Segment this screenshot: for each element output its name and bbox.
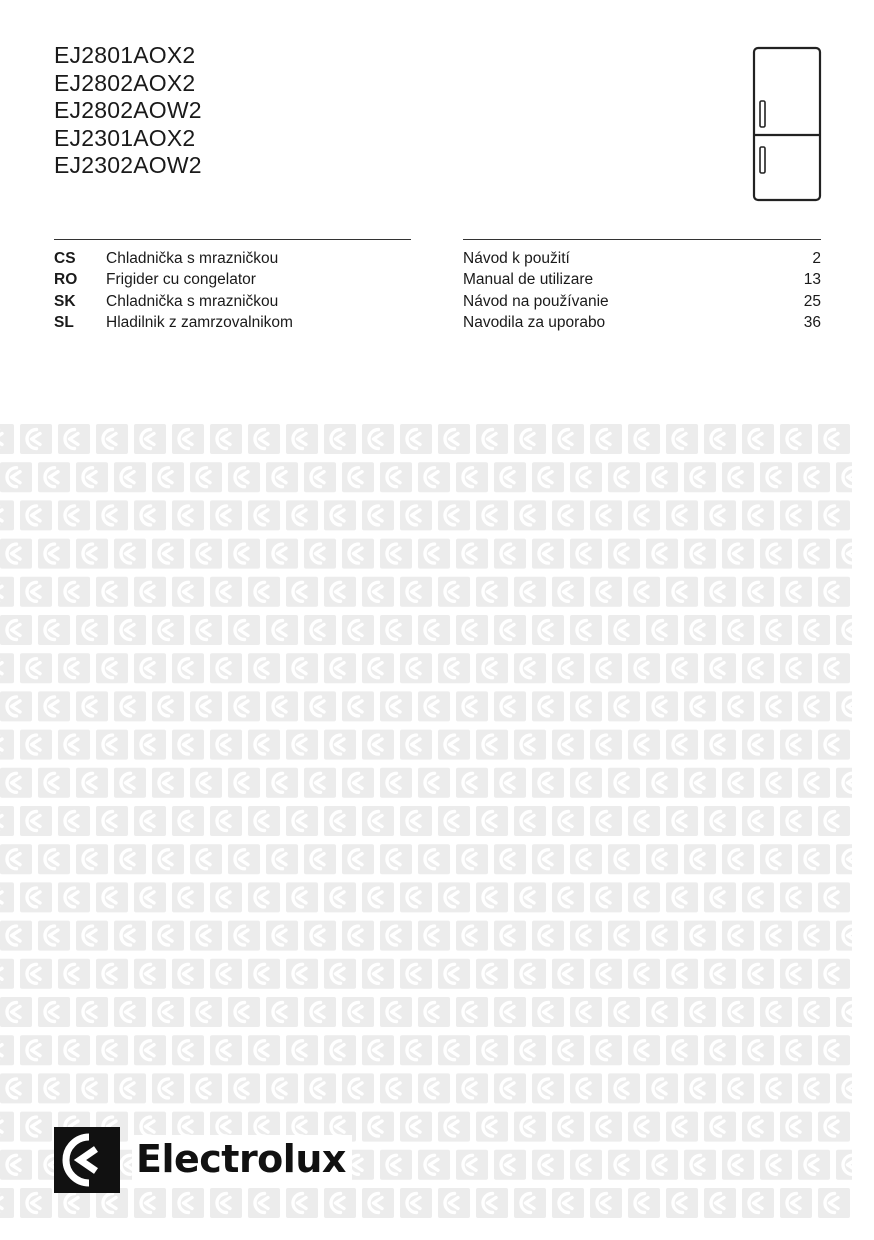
- manual-title: Manual de utilizare: [463, 271, 594, 289]
- product-name: Frigider cu congelator: [106, 271, 256, 289]
- manual-title: Navodila za uporabo: [463, 313, 606, 331]
- divider-right: [463, 239, 821, 240]
- model-number: EJ2801AOX2: [54, 42, 196, 68]
- manual-title: Návod k použití: [463, 250, 570, 267]
- product-name: Chladnička s mrazničkou: [106, 250, 279, 267]
- language-code: CS: [54, 250, 76, 267]
- model-number: EJ2301AOX2: [54, 124, 196, 151]
- product-name: Chladnička s mrazničkou: [106, 292, 279, 310]
- page-number: 36: [803, 313, 821, 331]
- electrolux-logo-pattern: [0, 418, 874, 1228]
- model-number: EJ2302AOW2: [54, 152, 202, 178]
- language-code: SL: [54, 313, 74, 331]
- language-row: [54, 248, 821, 269]
- page-number: 2: [812, 250, 821, 267]
- language-index: [54, 248, 821, 333]
- divider-left: [54, 239, 411, 240]
- manual-title: Návod na používanie: [463, 292, 609, 310]
- language-row: [54, 312, 821, 333]
- language-code: RO: [54, 271, 78, 289]
- brand-name: Electrolux: [132, 1135, 352, 1183]
- fridge-freezer-icon: [752, 46, 822, 202]
- model-list: [54, 42, 202, 180]
- electrolux-logo-icon: [54, 1127, 120, 1193]
- model-number: EJ2802AOW2: [54, 97, 202, 123]
- model-number: EJ2802AOX2: [54, 69, 196, 96]
- page-number: 13: [803, 271, 821, 289]
- page-number: 25: [803, 292, 821, 310]
- product-name: Hladilnik z zamrzovalnikom: [106, 313, 293, 331]
- language-row: [54, 269, 821, 290]
- language-row: [54, 291, 821, 312]
- language-code: SK: [54, 292, 76, 310]
